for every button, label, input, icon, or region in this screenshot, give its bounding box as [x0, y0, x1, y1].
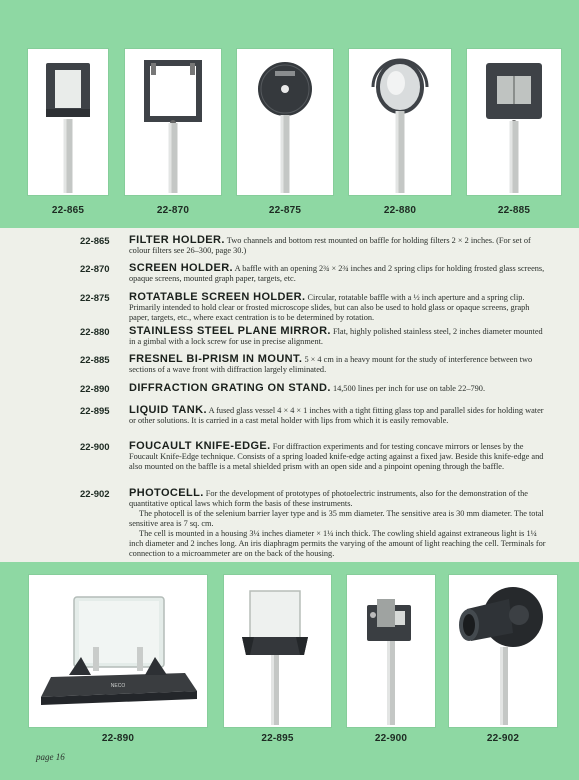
- diffraction-grating-photo: [29, 575, 207, 727]
- code-label-22-890: 22-890: [101, 733, 135, 744]
- entry-text: Circular, rotatable baffle with a ½ inch aperture and a spring clip. Primarily intended to hold clear or frosted microscope slides, but can also be used to hold glass or opaque screens, graph paper, targets, etc., where exact centration is to be determined by rotation.: [129, 293, 530, 322]
- code-label-22-880: 22-880: [383, 205, 417, 216]
- entry-title: DIFFRACTION GRATING ON STAND.: [129, 382, 331, 394]
- entry-code: 22-875: [80, 293, 110, 304]
- entry-code: 22-895: [80, 406, 110, 417]
- entry-code: 22-902: [80, 489, 110, 500]
- entry-text: For diffraction experiments and for testing concave mirrors or lenses by the Foucault Knife-Edge technique. Consists of a spring loaded knife-edge acting against a fixed jaw. Beside this knife-edge and also mounted on the baffle is a metal shielded prism with an open side and a pinpoint opening through the baffle.: [129, 442, 544, 471]
- entry-text: A fused glass vessel 4 × 4 × 1 inches with a tight fitting glass top and parallel sides for holding water or other solutions. It is carried in a cast metal holder with lips from which it is easily removable.: [129, 406, 544, 425]
- entry-code: 22-880: [80, 327, 110, 338]
- code-label-22-895: 22-895: [261, 733, 294, 744]
- entry-title: FILTER HOLDER.: [129, 234, 225, 246]
- entry-code: 22-890: [80, 384, 110, 395]
- entry-text: Flat, highly polished stainless steel, 2 inches diameter mounted in a gimbal with a lock screw for use in precise alignment.: [129, 327, 543, 346]
- entry-title: LIQUID TANK.: [129, 404, 207, 416]
- rotatable-screen-holder-photo: [237, 49, 333, 195]
- entry-code: 22-865: [80, 236, 110, 247]
- code-label-22-870: 22-870: [156, 205, 190, 216]
- entry-title: FOUCAULT KNIFE-EDGE.: [129, 440, 271, 452]
- entry-title: STAINLESS STEEL PLANE MIRROR.: [129, 325, 331, 337]
- entry-paragraph: The cell is mounted in a housing 3¼ inches diameter × 1¼ inch thick. The cowling shield against extraneous light is 1¼ inch diameter and 2 inches long. An iris diaphragm permits the varying of the amount of light reaching the cell. Terminals for connection to a microammeter are on the back of the housing.: [129, 529, 546, 558]
- fresnel-biprism-photo: [467, 49, 561, 195]
- plane-mirror-photo: [349, 49, 451, 195]
- entry-text: 14,500 lines per inch for use on table 22–790.: [332, 384, 486, 393]
- code-label-22-902: 22-902: [486, 733, 520, 744]
- entry-text: 5 × 4 cm in a heavy mount for the study of interference between two sections of a wave front with diffraction largely eliminated.: [129, 355, 533, 374]
- liquid-tank-photo: [224, 575, 331, 727]
- entry-title: PHOTOCELL.: [129, 487, 204, 499]
- entry-title: FRESNEL BI-PRISM IN MOUNT.: [129, 353, 303, 365]
- entry-text: For the development of prototypes of photoelectric instruments, also for the demonstration of the quantitative optical laws which form the basis of these instruments.: [129, 489, 528, 508]
- entry-title: ROTATABLE SCREEN HOLDER.: [129, 291, 306, 303]
- entry-code: 22-900: [80, 442, 110, 453]
- screen-holder-photo: [125, 49, 221, 195]
- entry-code: 22-885: [80, 355, 110, 366]
- entry-text: Two channels and bottom rest mounted on baffle for holding filters 2 × 2 inches. (For set of colour filters see 26–300, page 30.): [129, 236, 531, 255]
- entry-text: A baffle with an opening 2¾ × 2¾ inches and 2 spring clips for holding frosted glass screens, opaque screens, mounted graph paper, targets, etc.: [129, 264, 545, 283]
- filter-holder-photo: [28, 49, 108, 195]
- code-label-22-885: 22-885: [497, 205, 531, 216]
- photocell-photo: [449, 575, 557, 727]
- entry-title: SCREEN HOLDER.: [129, 262, 233, 274]
- code-label-22-875: 22-875: [268, 205, 302, 216]
- page-number: page 16: [36, 752, 65, 762]
- code-label-22-900: 22-900: [374, 733, 408, 744]
- entry-code: 22-870: [80, 264, 110, 275]
- grating-stand-label: NECO: [110, 683, 126, 689]
- code-label-22-865: 22-865: [51, 205, 85, 216]
- foucault-knife-edge-photo: [347, 575, 435, 727]
- entry-paragraph: The photocell is of the selenium barrier layer type and is 35 mm diameter. The sensitive area is 30 mm diameter. The total sensitive area is 7 sq. cm.: [129, 509, 544, 528]
